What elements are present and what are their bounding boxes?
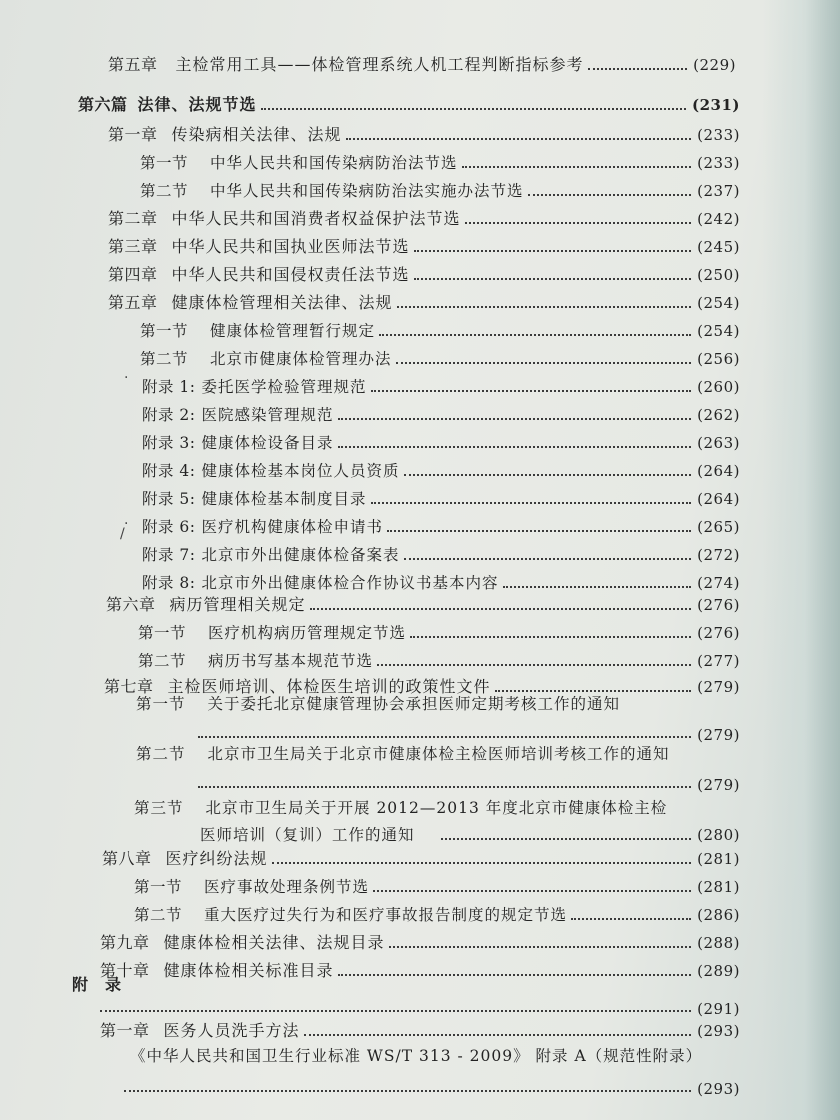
page-number: (279) [697,776,740,794]
toc-title: 北京市健康体检管理办法 [210,350,392,368]
toc-label: 第五章 [108,293,158,312]
toc-title: 医疗事故处理条例节选 [204,878,370,896]
toc-entry [138,646,740,672]
toc-label: 第二章 [108,209,158,228]
pencil-mark-icon: · [124,516,129,532]
page-number: (264) [697,462,740,480]
page-number: (262) [697,406,740,424]
leader-dots [404,558,692,560]
toc-label: 第一章 [108,125,158,144]
toc-label: 第一节 [134,878,183,896]
leader-dots [272,862,692,864]
page-number: (260) [697,378,740,396]
toc-label: 第二节 [140,350,189,368]
toc-title: 中华人民共和国传染病防治法实施办法节选 [210,182,524,200]
toc-entry-first-line [136,742,670,764]
page-number: (280) [697,826,740,844]
toc-label: 附录 2: [142,406,196,424]
page-number: (274) [697,574,740,592]
toc-entry [134,872,740,898]
page-number: (288) [697,934,740,952]
leader-dots [387,530,691,532]
leader-dots [397,306,692,308]
page-number: (279) [697,678,740,696]
leader-dots [414,278,692,280]
page-number: (245) [697,238,740,256]
toc-title: 病历书写基本规范节选 [208,652,374,670]
leader-dots [310,608,692,610]
toc-entry [134,900,740,926]
pencil-mark-icon: / [120,526,125,542]
leader-dots [304,1034,692,1036]
page-number: (264) [697,490,740,508]
pencil-mark-icon: · [124,370,129,386]
toc-label: 第八章 [102,849,152,868]
toc-label: 第一节 [140,154,189,172]
leader-dots [503,586,692,588]
page-number: (281) [697,878,740,896]
page-number: (233) [697,154,740,172]
toc-entry [142,540,740,566]
toc-entry [108,120,740,146]
leader-dots [373,890,691,892]
toc-title: 重大医疗过失行为和医疗事故报告制度的规定节选 [204,906,568,924]
toc-label: 第二节 [138,652,187,670]
toc-title: 北京市外出健康体检合作协议书基本内容 [201,574,499,592]
toc-title: 关于委托北京健康管理协会承担医师定期考核工作的通知 [207,695,621,713]
toc-title: 中华人民共和国消费者权益保护法节选 [171,209,461,228]
toc-label: 第六篇 [78,95,128,114]
page-number: (256) [697,350,740,368]
page-number: (293) [697,1080,740,1098]
toc-title: 主检医师培训、体检医生培训的政策性文件 [167,677,491,696]
toc-entry-second-line [198,768,740,794]
toc-label: 附录 6: [142,518,196,536]
toc-title: 健康体检设备目录 [201,434,334,452]
leader-dots [338,418,692,420]
toc-label: 第四章 [108,265,158,284]
leader-dots [198,736,691,738]
toc-title: 北京市卫生局关于开展 2012—2013 年度北京市健康体检主检 [205,799,668,817]
toc-label: 第十章 [100,961,150,980]
leader-dots [588,68,688,70]
toc-title: 医疗纠纷法规 [165,849,268,868]
leader-dots [410,636,691,638]
page-number: (279) [697,726,740,744]
toc-entry [142,484,740,510]
leader-dots [371,502,692,504]
page-number: (277) [697,652,740,670]
page-number: (276) [697,596,740,614]
toc-entry [142,372,740,398]
leader-dots [389,946,692,948]
page-number: (276) [697,624,740,642]
toc-entry [140,148,740,174]
page-number: (263) [697,434,740,452]
toc-entry [100,956,740,982]
leader-dots [379,334,691,336]
toc-entry-second-line [124,1072,740,1098]
leader-dots [338,446,692,448]
page-number: (229) [693,56,736,74]
leader-dots [462,166,692,168]
toc-title: 中华人民共和国传染病防治法节选 [210,154,458,172]
toc-label: 第二节 [140,182,189,200]
toc-label: 附录 8: [142,574,196,592]
toc-label: 附录 5: [142,490,196,508]
toc-title: 主检常用工具——体检管理系统人机工程判断指标参考 [175,55,584,74]
toc-title: 医疗机构健康体检申请书 [201,518,384,536]
toc-label: 第一节 [136,695,186,713]
toc-title: 北京市卫生局关于北京市健康体检主检医师培训考核工作的通知 [207,745,670,763]
leader-dots [465,222,692,224]
toc-label: 第二节 [136,745,186,763]
leader-dots [261,108,686,110]
page-number: (231) [691,96,740,114]
toc-entry-first-line [136,692,620,714]
toc-label: 第二节 [134,906,183,924]
toc-entry [108,50,736,76]
toc-label: 附 录 [72,975,122,994]
toc-label: 附录 3: [142,434,196,452]
toc-label: 附录 7: [142,546,196,564]
toc-entry [108,288,740,314]
toc-label: 附录 4: [142,462,196,480]
toc-title: 医疗机构病历管理规定节选 [208,624,407,642]
leader-dots [396,362,692,364]
leader-dots [528,194,692,196]
toc-entry [140,176,740,202]
leader-dots [377,664,691,666]
toc-title: 《中华人民共和国卫生行业标准 WS/T 313 - 2009》 附录 A（规范性附录） [130,1047,703,1065]
page-number: (265) [697,518,740,536]
toc-title: 健康体检管理相关法律、法规 [171,293,393,312]
toc-title: 法律、法规节选 [137,95,257,114]
leader-dots [441,838,692,840]
toc-entry-second-line [100,992,740,1018]
page-number: (237) [697,182,740,200]
toc-entry-second-line [198,718,740,744]
page-number: (250) [697,266,740,284]
page-number: (289) [697,962,740,980]
page-number: (272) [697,546,740,564]
toc-entry-first-line [130,1044,702,1066]
page-number: (233) [697,126,740,144]
toc-entry-second-line [200,820,740,846]
page-number: (242) [697,210,740,228]
toc-title: 中华人民共和国侵权责任法节选 [171,265,410,284]
toc-entry [140,344,740,370]
toc-title: 中华人民共和国执业医师法节选 [171,237,410,256]
toc-entry [142,400,740,426]
toc-label: 第六章 [106,595,156,614]
toc-title: 北京市外出健康体检备案表 [201,546,400,564]
toc-label: 附录 1: [142,378,196,396]
toc-title: 健康体检相关法律、法规目录 [163,933,385,952]
toc-title-continued: 医师培训（复训）工作的通知 [200,826,415,844]
leader-dots [338,974,692,976]
toc-entry [106,590,740,616]
leader-dots [571,918,691,920]
toc-label: 第一章 [100,1021,150,1040]
leader-dots [371,390,692,392]
page-number: (254) [697,294,740,312]
toc-title: 医院感染管理规范 [201,406,334,424]
toc-label: 第七章 [104,677,154,696]
toc-title: 健康体检相关标准目录 [163,961,334,980]
toc-label: 第九章 [100,933,150,952]
toc-title: 传染病相关法律、法规 [171,125,342,144]
toc-entry [108,260,740,286]
toc-part-heading [78,90,740,116]
toc-label: 第一节 [138,624,187,642]
leader-dots [414,250,692,252]
leader-dots [100,1010,691,1012]
page-number: (254) [697,322,740,340]
leader-dots [124,1090,691,1092]
toc-entry [100,1016,740,1042]
toc-title: 委托医学检验管理规范 [201,378,367,396]
toc-title: 医务人员洗手方法 [163,1021,300,1040]
leader-dots [346,138,692,140]
toc-label: 第一节 [140,322,189,340]
toc-entry [108,232,740,258]
page-number: (281) [697,850,740,868]
toc-entry [100,928,740,954]
toc-label: 第三节 [134,799,184,817]
page-number: (286) [697,906,740,924]
toc-entry [108,204,740,230]
toc-entry [138,618,740,644]
toc-entry [142,456,740,482]
toc-title: 健康体检基本岗位人员资质 [201,462,400,480]
toc-label: 第三章 [108,237,158,256]
leader-dots [404,474,692,476]
toc-title: 病历管理相关规定 [169,595,306,614]
toc-entry-first-line [134,796,667,818]
toc-entry [140,316,740,342]
toc-label: 第五章 [108,55,158,74]
toc-entry [142,512,740,538]
toc-title: 健康体检管理暂行规定 [210,322,376,340]
toc-entry [142,428,740,454]
page-number: (291) [697,1000,740,1018]
leader-dots [198,786,691,788]
toc-entry [102,844,740,870]
page-number: (293) [697,1022,740,1040]
toc-title: 健康体检基本制度目录 [201,490,367,508]
